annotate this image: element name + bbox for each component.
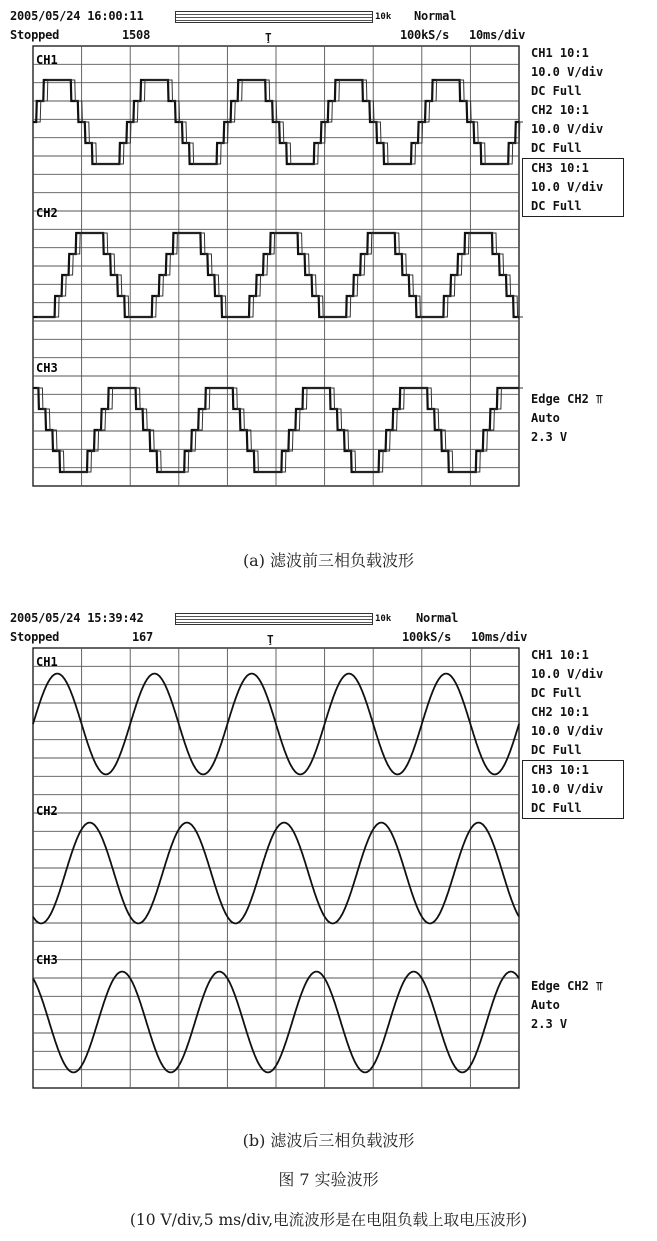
timestamp: 2005/05/24 16:00:11 [10, 9, 144, 23]
caption-a: (a) 滤波前三相负载波形 [242, 551, 415, 570]
trigger-level: 2.3 V [531, 1017, 568, 1031]
progress-end-label: 10k [375, 12, 392, 22]
ch2-probe: CH2 10:1 [531, 103, 589, 117]
ch2-scale: 10.0 V/div [531, 724, 604, 738]
trigger-source: Edge CH2 ⫪ [531, 392, 603, 406]
channel-label-ch1: CH1 [36, 655, 58, 669]
ch1-scale: 10.0 V/div [531, 65, 604, 79]
ch1-scale: 10.0 V/div [531, 667, 604, 681]
ch3-coupling: DC Full [531, 801, 582, 815]
channel-label-ch3: CH3 [36, 953, 58, 967]
sample-rate: 100kS/s [400, 28, 450, 42]
figure-note: (10 V/div,5 ms/div,电流波形是在电阻负载上取电压波形) [129, 1211, 528, 1229]
ch1-coupling: DC Full [531, 84, 582, 98]
trigger-mode-auto: Auto [531, 998, 560, 1012]
scope-panel-b [0, 600, 657, 1150]
trace-ch3-edge [37, 388, 523, 472]
ch3-settings [531, 761, 603, 818]
trace-ch1-edge [37, 80, 523, 164]
ch3-coupling: DC Full [531, 199, 582, 213]
ch3-probe: CH3 10:1 [531, 763, 589, 777]
ch1-probe: CH1 10:1 [531, 648, 589, 662]
ch2-settings [531, 101, 603, 158]
acq-status: Stopped [10, 28, 60, 42]
ch3-settings [531, 159, 603, 216]
trigger-source: Edge CH2 ⫪ [531, 979, 603, 993]
timebase: 10ms/div [471, 630, 528, 644]
ch1-settings [531, 44, 603, 101]
channel-label-ch2: CH2 [36, 804, 58, 818]
trigger-position-marker: Ţ [265, 31, 272, 44]
ch2-settings [531, 703, 603, 760]
figure-title: 图 7 实验波形 [278, 1170, 379, 1189]
ch1-coupling: DC Full [531, 686, 582, 700]
trigger-level: 2.3 V [531, 430, 568, 444]
trigger-mode: Normal [416, 611, 459, 625]
trigger-mode: Normal [414, 9, 457, 23]
ch2-probe: CH2 10:1 [531, 705, 589, 719]
scope-panel-a [0, 0, 657, 590]
channel-label-ch3: CH3 [36, 361, 58, 375]
ch3-scale: 10.0 V/div [531, 782, 604, 796]
ch2-coupling: DC Full [531, 743, 582, 757]
sample-rate: 100kS/s [402, 630, 452, 644]
caption-b: (b) 滤波后三相负载波形 [242, 1131, 415, 1150]
ch1-probe: CH1 10:1 [531, 46, 589, 60]
progress-end-label: 10k [375, 614, 392, 624]
ch1-settings [531, 646, 603, 703]
channel-label-ch1: CH1 [36, 53, 58, 67]
ch3-probe: CH3 10:1 [531, 161, 589, 175]
timestamp: 2005/05/24 15:39:42 [10, 611, 144, 625]
trigger-mode-auto: Auto [531, 411, 560, 425]
acq-count: 1508 [122, 28, 151, 42]
ch2-coupling: DC Full [531, 141, 582, 155]
ch3-scale: 10.0 V/div [531, 180, 604, 194]
trigger-position-marker: Ţ [267, 633, 274, 646]
timebase: 10ms/div [469, 28, 526, 42]
acq-count: 167 [132, 630, 154, 644]
acq-status: Stopped [10, 630, 60, 644]
trigger-settings [531, 977, 603, 1034]
trigger-settings [531, 390, 603, 447]
ch2-scale: 10.0 V/div [531, 122, 604, 136]
channel-label-ch2: CH2 [36, 206, 58, 220]
